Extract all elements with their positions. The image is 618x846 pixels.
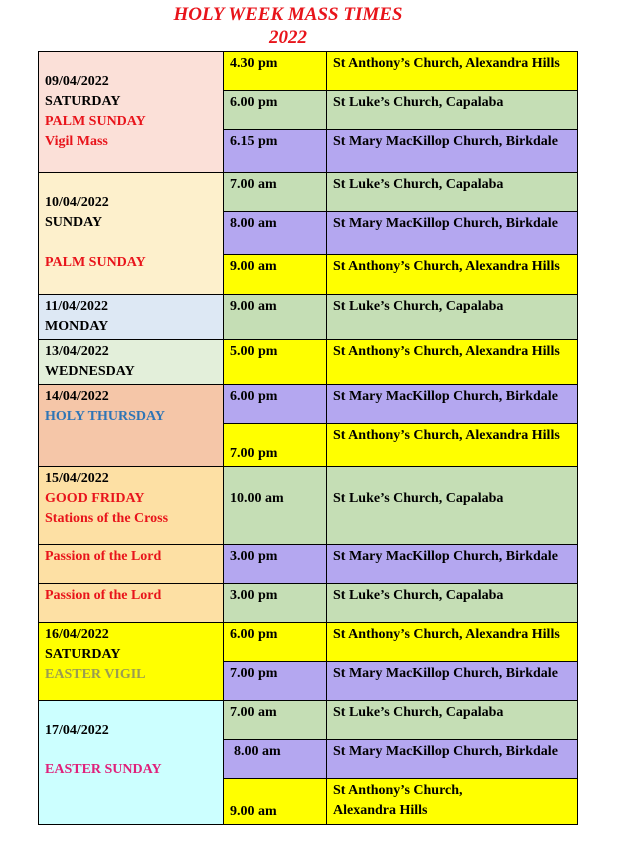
church-cell: St Anthony’s Church, Alexandra Hills — [327, 52, 578, 91]
day-cell — [39, 467, 224, 545]
church-cell: St Anthony’s Church, Alexandra Hills — [327, 340, 578, 385]
time-cell: 7.00 pm — [224, 424, 327, 467]
time-cell: 3.00 pm — [224, 584, 327, 623]
table-row — [39, 295, 578, 340]
church-cell: St Mary MacKillop Church, Birkdale — [327, 740, 578, 779]
day-date: 15/04/2022 — [45, 471, 109, 486]
time-cell: 9.00 am — [224, 295, 327, 340]
day-cell — [39, 623, 224, 701]
time-cell: 9.00 am — [224, 779, 327, 825]
time-cell: 6.00 pm — [224, 385, 327, 424]
time-cell: 7.00 am — [224, 701, 327, 740]
table-row — [39, 385, 578, 424]
day-cell — [39, 340, 224, 385]
day-weekday: SUNDAY — [45, 215, 103, 230]
church-cell: St Mary MacKillop Church, Birkdale — [327, 662, 578, 701]
church-cell: St Mary MacKillop Church, Birkdale — [327, 130, 578, 173]
church-line: St Anthony’s Church, — [333, 783, 463, 798]
day-date: 11/04/2022 — [45, 299, 109, 314]
table-row — [39, 52, 578, 91]
time-cell: 7.00 am — [224, 173, 327, 212]
day-feast: GOOD FRIDAY — [45, 491, 145, 506]
time-cell: 4.30 pm — [224, 52, 327, 91]
church-cell: St Luke’s Church, Capalaba — [327, 701, 578, 740]
church-cell: St Luke’s Church, Capalaba — [327, 295, 578, 340]
table-row — [39, 340, 578, 385]
church-cell — [327, 779, 578, 825]
day-feast: EASTER VIGIL — [45, 667, 146, 682]
time-cell: 10.00 am — [224, 467, 327, 545]
time-cell: 6.15 pm — [224, 130, 327, 173]
day-cell: Passion of the Lord — [39, 545, 224, 584]
day-date: 09/04/2022 — [45, 74, 109, 89]
day-cell: Passion of the Lord — [39, 584, 224, 623]
church-cell: St Anthony’s Church, Alexandra Hills — [327, 255, 578, 295]
day-date: 17/04/2022 — [45, 723, 109, 738]
mass-times-table — [38, 51, 578, 825]
church-line: Alexandra Hills — [333, 803, 428, 818]
church-cell: St Mary MacKillop Church, Birkdale — [327, 545, 578, 584]
time-cell: 6.00 pm — [224, 623, 327, 662]
day-date: 16/04/2022 — [45, 627, 109, 642]
time-cell: 8.00 am — [224, 740, 327, 779]
time-cell: 9.00 am — [224, 255, 327, 295]
day-cell — [39, 173, 224, 295]
day-weekday: SATURDAY — [45, 94, 121, 109]
time-cell: 7.00 pm — [224, 662, 327, 701]
day-feast: PALM SUNDAY — [45, 114, 146, 129]
day-note: Stations of the Cross — [45, 511, 169, 526]
day-feast: PALM SUNDAY — [45, 255, 146, 270]
day-cell — [39, 701, 224, 825]
table-row — [39, 701, 578, 740]
day-date: 13/04/2022 — [45, 344, 109, 359]
page-title: HOLY WEEK MASS TIMES — [173, 4, 403, 25]
church-cell: St Luke’s Church, Capalaba — [327, 584, 578, 623]
church-cell: St Mary MacKillop Church, Birkdale — [327, 385, 578, 424]
table-row — [39, 623, 578, 662]
day-cell — [39, 385, 224, 467]
day-cell — [39, 295, 224, 340]
table-row — [39, 545, 578, 584]
table-row — [39, 467, 578, 545]
time-cell: 3.00 pm — [224, 545, 327, 584]
church-cell: St Luke’s Church, Capalaba — [327, 173, 578, 212]
day-weekday: WEDNESDAY — [45, 364, 135, 379]
day-cell — [39, 52, 224, 173]
day-feast: EASTER SUNDAY — [45, 762, 162, 777]
table-row — [39, 584, 578, 623]
day-weekday: MONDAY — [45, 319, 109, 334]
time-cell: 5.00 pm — [224, 340, 327, 385]
day-weekday: SATURDAY — [45, 647, 121, 662]
day-feast: HOLY THURSDAY — [45, 409, 165, 424]
church-cell: St Luke’s Church, Capalaba — [327, 91, 578, 130]
church-cell: St Luke’s Church, Capalaba — [327, 467, 578, 545]
church-cell: St Mary MacKillop Church, Birkdale — [327, 212, 578, 255]
table-row — [39, 173, 578, 212]
time-cell: 6.00 pm — [224, 91, 327, 130]
day-date: 14/04/2022 — [45, 389, 109, 404]
church-cell: St Anthony’s Church, Alexandra Hills — [327, 623, 578, 662]
day-date: 10/04/2022 — [45, 195, 109, 210]
page-year: 2022 — [269, 27, 307, 48]
time-cell: 8.00 am — [224, 212, 327, 255]
day-note: Vigil Mass — [45, 134, 108, 149]
church-cell: St Anthony’s Church, Alexandra Hills — [327, 424, 578, 467]
